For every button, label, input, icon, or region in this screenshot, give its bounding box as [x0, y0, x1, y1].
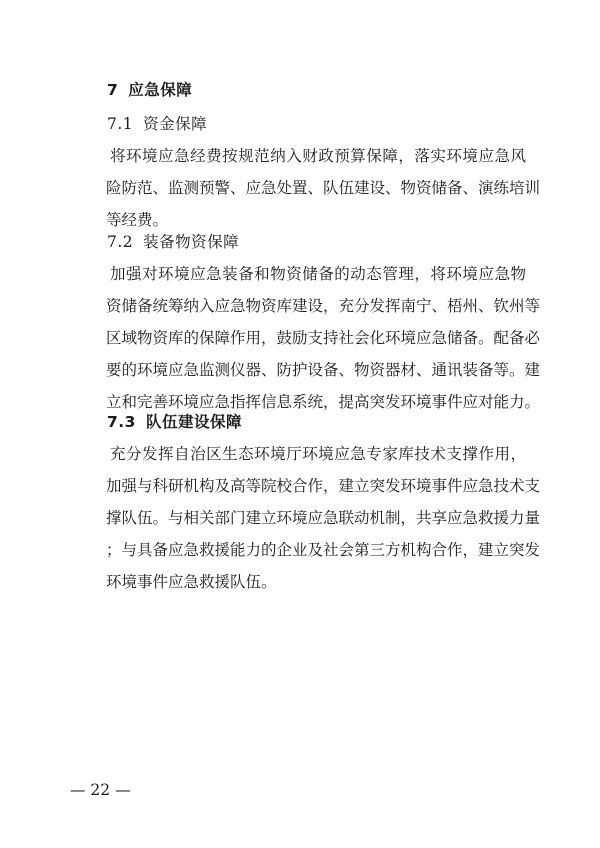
subsection-heading-equipment: [107, 232, 239, 252]
paragraph-line: 资储备统筹纳入应急物资库建设，充分发挥南宁、梧州、钦州等: [106, 297, 541, 315]
page-number: — 22 —: [70, 781, 131, 799]
paragraph-line: 等经费。: [106, 211, 169, 229]
subsection-title: 队伍建设保障: [145, 413, 242, 431]
paragraph-line: 加强与科研机构及高等院校合作，建立突发环境事件应急技术支: [106, 477, 541, 495]
section-title: 应急保障: [128, 81, 193, 99]
paragraph-line: 充分发挥自治区生态环境厅环境应急专家库技术支撑作用，: [110, 445, 526, 463]
paragraph-team: [106, 438, 541, 598]
subsection-heading-funding: [107, 114, 207, 134]
paragraph-line: 要的环境应急监测仪器、防护设备、物资器材、通讯装备等。建: [106, 361, 541, 379]
subsection-number: 7.1: [107, 115, 134, 133]
subsection-title: 装备物资保障: [143, 233, 240, 251]
paragraph-funding: [106, 140, 541, 236]
section-number: 7: [107, 81, 119, 99]
section-heading: [107, 80, 192, 100]
subsection-number: 7.3: [107, 413, 136, 431]
paragraph-line: ；与具备应急救援能力的企业及社会第三方机构合作，建立突发: [106, 541, 541, 559]
subsection-heading-team: [107, 412, 242, 432]
paragraph-line: 撑队伍。与相关部门建立环境应急联动机制，共享应急救援力量: [106, 509, 541, 527]
paragraph-line: 加强对环境应急装备和物资储备的动态管理，将环境应急物: [110, 265, 526, 283]
paragraph-line: 环境事件应急救援队伍。: [106, 573, 277, 591]
paragraph-line: 将环境应急经费按规范纳入财政预算保障，落实环境应急风: [110, 147, 526, 165]
subsection-number: 7.2: [107, 233, 134, 251]
paragraph-line: 区域物资库的保障作用，鼓励支持社会化环境应急储备。配备必: [106, 329, 541, 347]
subsection-title: 资金保障: [143, 115, 208, 133]
paragraph-line: 险防范、监测预警、应急处置、队伍建设、物资储备、演练培训: [106, 179, 541, 197]
paragraph-line: 立和完善环境应急指挥信息系统，提高突发环境事件应对能力。: [106, 393, 541, 411]
paragraph-equipment: [106, 258, 541, 418]
